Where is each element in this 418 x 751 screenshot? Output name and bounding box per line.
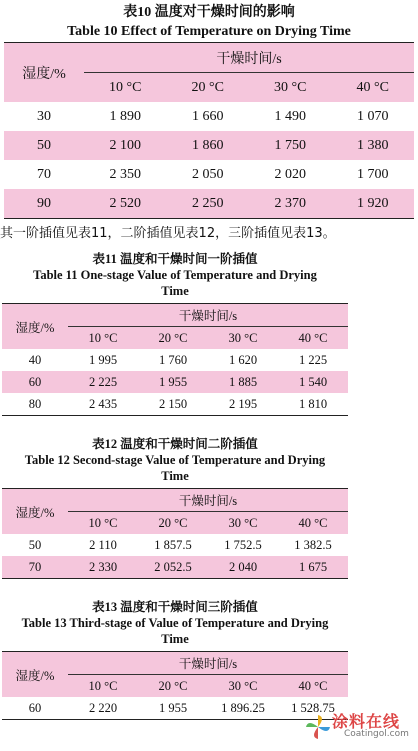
table10-rowhead: 湿度/% [4, 43, 84, 103]
table-cell: 1 225 [298, 352, 328, 367]
table13 [2, 651, 348, 720]
table-cell: 1 382.5 [294, 537, 332, 552]
table-cell: 2 435 [68, 393, 138, 416]
table11-caption [0, 251, 350, 299]
watermark [302, 707, 412, 747]
table10-title-cn: 表10 温度对干燥时间的影响 [123, 5, 295, 20]
table-row [4, 131, 414, 160]
table-cell: 40 [28, 352, 42, 367]
table11 [2, 303, 348, 416]
table11-col-30: 30 °C [208, 327, 278, 350]
table-cell: 1 810 [278, 393, 348, 416]
table-cell: 1 955 [138, 371, 208, 393]
table-cell: 2 020 [274, 166, 306, 182]
table13-title-cn: 表13 温度和干燥时间三阶插值 [92, 600, 258, 614]
table-cell: 1 675 [278, 556, 348, 579]
table11-title-cn: 表11 温度和干燥时间一阶插值 [92, 252, 258, 266]
table-cell: 1 540 [278, 371, 348, 393]
table11-col-40: 40 °C [278, 327, 348, 350]
table-row [4, 102, 414, 131]
table-cell: 90 [4, 189, 84, 219]
table13-col-20: 20 °C [138, 675, 208, 698]
table-cell: 2 330 [68, 556, 138, 579]
table-cell: 1 995 [88, 352, 118, 367]
table10-caption [0, 4, 418, 40]
table13-header-row1 [2, 652, 348, 675]
table-cell: 1 896.25 [208, 697, 278, 720]
table13-title-en2: Time [161, 632, 189, 646]
table-cell: 1 380 [332, 131, 415, 160]
table-cell: 1 890 [109, 108, 141, 124]
table-cell: 2 040 [208, 556, 278, 579]
table-cell: 1 700 [357, 166, 389, 182]
table10-col-10: 10 °C [84, 73, 167, 103]
table10-title-en: Table 10 Effect of Temperature on Drying Time [67, 24, 351, 39]
table-cell: 1 920 [332, 189, 415, 219]
table-cell: 2 150 [138, 393, 208, 416]
table-row [2, 534, 348, 556]
table-cell: 2 520 [84, 189, 167, 219]
table11-rowhead: 湿度/% [2, 304, 68, 350]
table-row [2, 393, 348, 416]
table-row [2, 371, 348, 393]
table-cell: 50 [28, 537, 42, 552]
table11-title-en1: Table 11 One-stage Value of Temperature and Drying [33, 268, 317, 282]
table-row [4, 160, 414, 189]
pinwheel-logo-icon [304, 713, 332, 741]
table-cell: 1 955 [138, 697, 208, 720]
table12-title-en2: Time [161, 469, 189, 483]
table11-col-10: 10 °C [68, 327, 138, 350]
table12-caption [0, 436, 350, 484]
table12-col-40: 40 °C [278, 512, 348, 535]
table-cell: 1 070 [357, 108, 389, 124]
table-cell: 2 225 [68, 371, 138, 393]
table-cell: 1 760 [158, 352, 188, 367]
watermark-text: 涂料在线 [332, 712, 401, 731]
watermark-sub: Coatingol.com [344, 729, 409, 739]
table12-title-cn: 表12 温度和干燥时间二阶插值 [92, 437, 258, 451]
table11-colgroup: 干燥时间/s [68, 304, 348, 327]
table12-header-row1 [2, 489, 348, 512]
table10-col-20: 20 °C [167, 73, 250, 103]
table-cell: 60 [2, 371, 68, 393]
table13-col-10: 10 °C [68, 675, 138, 698]
table12-rowhead: 湿度/% [2, 489, 68, 535]
table-cell: 2 100 [84, 131, 167, 160]
table-cell: 2 110 [89, 537, 117, 552]
table-cell: 1 528.75 [278, 697, 348, 720]
table-cell: 1 660 [192, 108, 224, 124]
table-row [4, 189, 414, 219]
table-cell: 1 490 [274, 108, 306, 124]
table-cell: 1 752.5 [224, 537, 262, 552]
table-cell: 70 [37, 166, 51, 182]
table13-rowhead: 湿度/% [2, 652, 68, 698]
table10 [4, 42, 414, 219]
table12-colgroup: 干燥时间/s [68, 489, 348, 512]
table13-col-30: 30 °C [208, 675, 278, 698]
table12-col-10: 10 °C [68, 512, 138, 535]
table-cell: 1 857.5 [154, 537, 192, 552]
table12 [2, 488, 348, 579]
table-cell: 2 050 [192, 166, 224, 182]
table-cell: 2 052.5 [138, 556, 208, 579]
table-row [2, 556, 348, 579]
table-row [2, 349, 348, 371]
table-cell: 1 860 [167, 131, 250, 160]
table10-colgroup: 干燥时间/s [84, 43, 414, 73]
table-cell: 70 [2, 556, 68, 579]
table-cell: 2 195 [208, 393, 278, 416]
table13-title-en1: Table 13 Third-stage of Value of Temperature and Drying [21, 616, 329, 630]
table11-header-row1 [2, 304, 348, 327]
table-cell: 2 220 [68, 697, 138, 720]
table13-col-40: 40 °C [278, 675, 348, 698]
table-cell: 50 [4, 131, 84, 160]
table10-col-30: 30 °C [249, 73, 332, 103]
table12-col-30: 30 °C [208, 512, 278, 535]
table10-header-row1 [4, 43, 414, 73]
table-row [2, 697, 348, 720]
table-cell: 1 750 [249, 131, 332, 160]
table11-col-20: 20 °C [138, 327, 208, 350]
table-cell: 2 370 [249, 189, 332, 219]
table-cell: 60 [2, 697, 68, 720]
table11-title-en2: Time [161, 284, 189, 298]
table13-caption [0, 599, 350, 647]
table12-col-20: 20 °C [138, 512, 208, 535]
table-cell: 80 [2, 393, 68, 416]
table-cell: 2 350 [109, 166, 141, 182]
table13-colgroup: 干燥时间/s [68, 652, 348, 675]
table10-col-40: 40 °C [332, 73, 415, 103]
table-cell: 30 [37, 108, 51, 124]
body-paragraph: 其一阶插值见表11，二阶插值见表12，三阶插值见表13。 [0, 226, 336, 241]
table-cell: 1 620 [228, 352, 258, 367]
table-cell: 1 885 [208, 371, 278, 393]
table12-title-en1: Table 12 Second-stage Value of Temperature and Drying [24, 453, 326, 467]
table-cell: 2 250 [167, 189, 250, 219]
